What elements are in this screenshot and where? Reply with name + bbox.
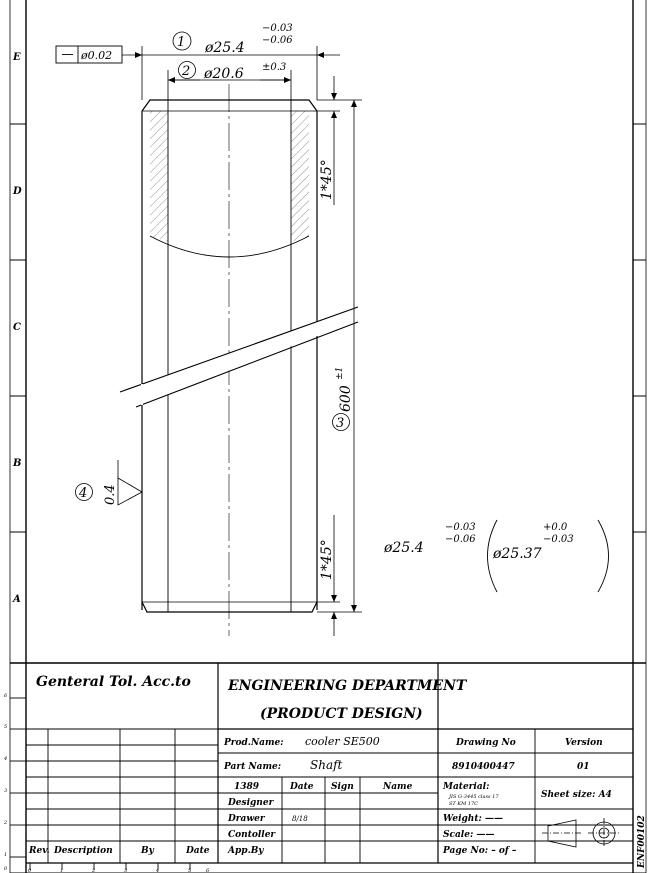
- note-ref-upper: +0.0: [543, 522, 568, 533]
- chamfer-bottom-label: 1*45°: [319, 539, 335, 580]
- svg-text:0: 0: [28, 868, 32, 873]
- svg-text:2: 2: [92, 868, 96, 873]
- len-bubble-number: 3: [336, 416, 345, 431]
- left-ruler-numbers: [3, 693, 8, 872]
- scale-field: Scale: ——: [443, 830, 495, 840]
- chamfer-top-label: 1*45°: [319, 159, 335, 200]
- svg-text:5: 5: [188, 868, 192, 873]
- zone-letter-b: B: [13, 458, 22, 469]
- sheet-size: Sheet size: A4: [541, 790, 612, 800]
- version-value: 01: [577, 762, 590, 772]
- zone-letter-e: E: [13, 52, 21, 63]
- svg-text:2: 2: [4, 820, 8, 826]
- general-tolerance-label: Genteral Tol. Acc.to: [36, 674, 191, 690]
- zone-letter-d: D: [13, 186, 22, 197]
- weight-field: Weight: ——: [443, 814, 503, 824]
- svg-text:6: 6: [4, 693, 8, 699]
- dim1-tol-upper: −0.03: [262, 23, 293, 34]
- roughness-bubble-number: 4: [79, 486, 88, 501]
- drawing-no-value: 8910400447: [452, 762, 515, 772]
- svg-text:4: 4: [4, 756, 8, 762]
- svg-text:4: 4: [156, 868, 160, 873]
- break-lines: [120, 307, 358, 407]
- note-ref-lower: −0.03: [543, 534, 574, 545]
- year-value: 1389: [234, 782, 260, 792]
- dim2-value: ø20.6: [204, 66, 244, 82]
- note-paren-right: [598, 520, 609, 592]
- len-value: 600: [338, 385, 354, 412]
- page-field: Page No: – of –: [443, 846, 517, 856]
- svg-text:3: 3: [4, 788, 8, 794]
- zone-letter-a: A: [13, 594, 21, 605]
- side-code: ENF00102: [637, 815, 647, 868]
- dim2-tol: ±0.3: [262, 62, 287, 73]
- bottom-ruler-numbers: [28, 868, 210, 873]
- note-tol-lower: −0.06: [445, 534, 476, 545]
- note-ref-value: ø25.37: [493, 546, 542, 562]
- zone-letter-c: C: [13, 322, 21, 333]
- material-line-2: ST KM 17C: [449, 801, 478, 807]
- dim1-tol-lower: −0.06: [262, 35, 293, 46]
- appby-label: App.By: [228, 846, 264, 856]
- svg-text:0: 0: [4, 866, 8, 872]
- roughness-value: 0.4: [103, 484, 118, 505]
- drawer-date: 8/18: [292, 815, 308, 823]
- svg-text:5: 5: [4, 724, 8, 730]
- part-name-value: Shaft: [310, 758, 343, 772]
- dim1-bubble-number: 1: [177, 35, 186, 50]
- dim1-value: ø25.4: [205, 40, 245, 56]
- version-label: Version: [565, 738, 603, 748]
- drawer-label: Drawer: [228, 814, 265, 824]
- name-header: Name: [383, 782, 413, 792]
- drawing-no-label: Drawing No: [456, 738, 516, 748]
- zone-letters: [12, 52, 22, 605]
- material-line-1: JIS G-3445 class 17: [449, 794, 499, 800]
- description-header: Description: [54, 846, 113, 856]
- designer-label: Designer: [228, 798, 274, 808]
- svg-text:1: 1: [4, 852, 8, 858]
- prod-name-label: Prod.Name:: [224, 738, 284, 748]
- note-tol-upper: −0.03: [445, 522, 476, 533]
- fcf-tolerance: ø0.02: [81, 49, 113, 62]
- projection-symbol-icon: [542, 818, 620, 848]
- department-title: ENGINEERING DEPARTMENT: [228, 678, 467, 694]
- svg-text:1: 1: [60, 868, 64, 873]
- svg-text:6: 6: [206, 868, 210, 873]
- date-col-header: Date: [186, 846, 210, 856]
- prod-name-value: cooler SE500: [305, 735, 380, 748]
- rev-header: Rev.: [29, 846, 50, 856]
- len-tol: ±1: [335, 366, 345, 380]
- hatch-left: [150, 111, 168, 242]
- date-header: Date: [290, 782, 314, 792]
- note-diameter: ø25.4: [384, 540, 424, 556]
- sign-header: Sign: [331, 782, 354, 792]
- dim2-bubble-number: 2: [182, 64, 191, 79]
- material-label: Material:: [443, 782, 490, 792]
- controller-label: Contoller: [228, 830, 276, 840]
- svg-text:3: 3: [124, 868, 128, 873]
- hatch-right: [291, 111, 309, 242]
- department-subtitle: (PRODUCT DESIGN): [260, 706, 423, 722]
- by-header: By: [141, 846, 154, 856]
- part-name-label: Part Name:: [224, 762, 282, 772]
